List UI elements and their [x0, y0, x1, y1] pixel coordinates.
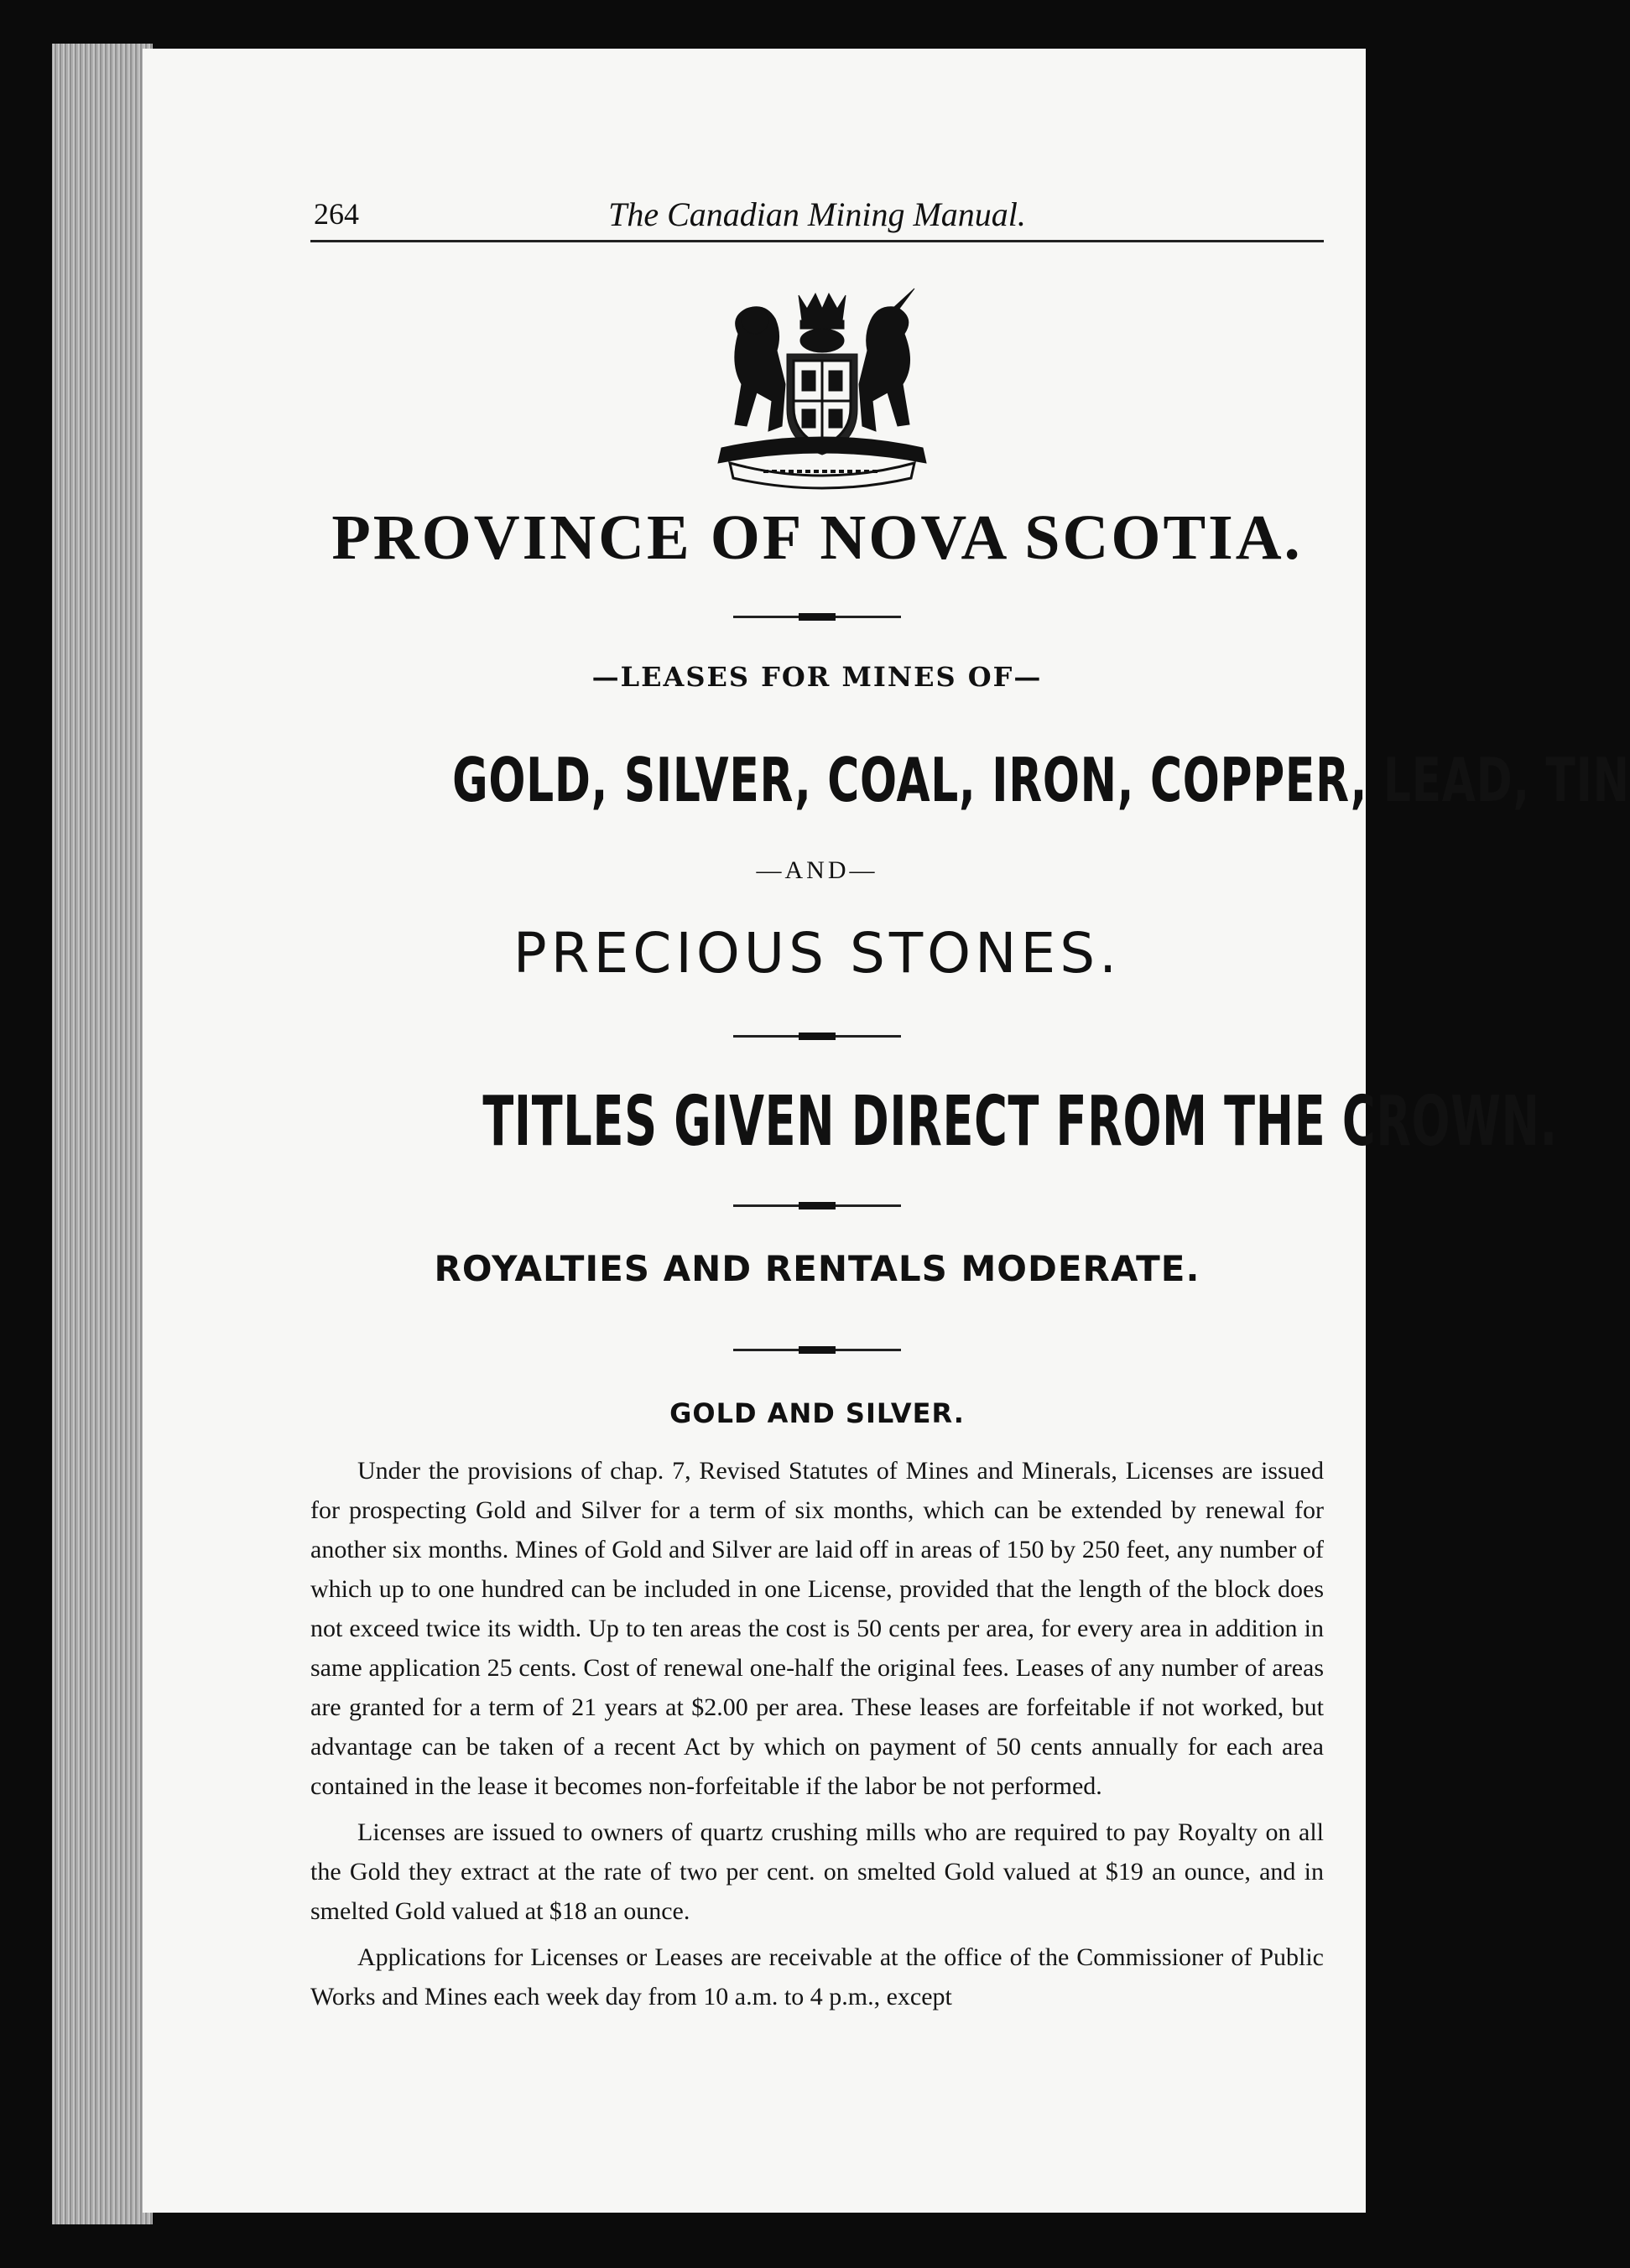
titles-heading: TITLES GIVEN DIRECT FROM THE CROWN. — [482, 1082, 1558, 1162]
book-page — [143, 49, 1630, 2213]
precious-stones-heading: PRECIOUS STONES. — [513, 921, 1122, 986]
body-text — [310, 1451, 1324, 2023]
section-heading-gold-silver: GOLD AND SILVER. — [669, 1397, 965, 1429]
book-page-edges — [52, 44, 153, 2224]
metals-heading: GOLD, SILVER, COAL, IRON, COPPER, LEAD, TIN — [452, 745, 1630, 815]
province-heading: PROVINCE OF NOVA SCOTIA. — [331, 502, 1303, 573]
ornamental-rule — [733, 1204, 901, 1207]
ornamental-rule — [733, 616, 901, 618]
royalties-heading: ROYALTIES AND RENTALS MODERATE. — [434, 1248, 1200, 1289]
ornamental-rule — [733, 1349, 901, 1351]
page-content — [310, 49, 1630, 2213]
ornamental-rule — [733, 1035, 901, 1038]
paragraph: Under the provisions of chap. 7, Revised Statutes of Mines and Minerals, Licenses are issued for prospecting Gold and Silver for a term of six months, which can be extended by renewal for another six months. Mines of Gold and Silver are laid off in areas of 150 by 250 feet, any number of which up to one hundred can be included in one License, provided that the length of the block does not exceed twice its width. Up to ten areas the cost is 50 cents per area, for every area in addition in same application 25 cents. Cost of renewal one-half the original fees. Leases of any number of areas are granted for a term of 21 years at $2.00 per area. These leases are forfeitable if not worked, but advantage can be taken of a recent Act by which on payment of 50 cents annually for each area contained in the lease it becomes non-forfeitable if the labor be not performed. — [310, 1457, 1324, 1800]
and-separator: —AND— — [756, 856, 878, 884]
leases-heading: —LEASES FOR MINES OF— — [591, 661, 1043, 693]
running-header — [310, 190, 1324, 242]
page-number: 264 — [314, 197, 359, 231]
running-title: The Canadian Mining Manual. — [608, 195, 1026, 233]
paragraph: Applications for Licenses or Leases are receivable at the office of the Commissioner of Public Works and Mines each week day from 10 a.m. to 4 p.m., except — [310, 1943, 1324, 2011]
paragraph: Licenses are issued to owners of quartz crushing mills who are required to pay Royalty on all the Gold they extract at the rate of two per cent. on smelted Gold valued at $19 an ounce, and in smelted Gold valued at $18 an ounce. — [310, 1818, 1324, 1925]
royal-coat-of-arms-icon — [705, 284, 940, 485]
